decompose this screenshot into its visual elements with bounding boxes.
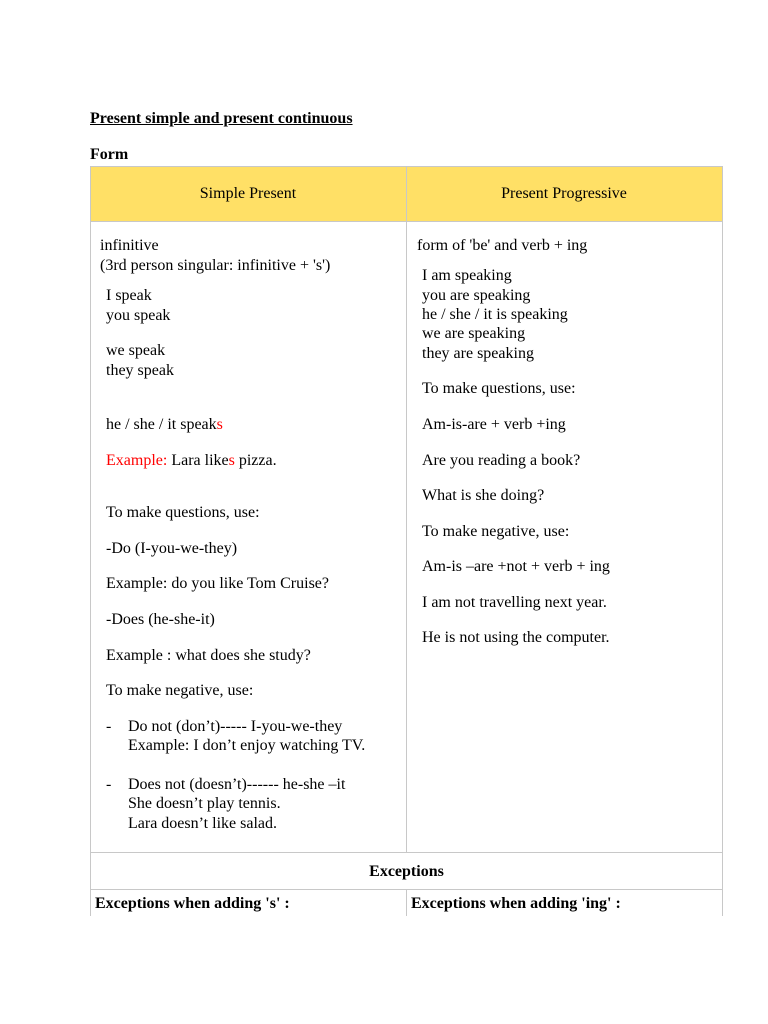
left-we-speak: we speak — [106, 342, 166, 359]
right-question-rule: Am-is-are + verb +ing — [422, 416, 566, 433]
table-border-right — [722, 166, 723, 916]
speaks-suffix: s — [216, 416, 223, 433]
right-negative-heading: To make negative, use: — [422, 523, 570, 540]
speaks-base: he / she / it speak — [106, 416, 217, 433]
left-third-person-note: (3rd person singular: infinitive + 's') — [100, 257, 331, 274]
document-title: Present simple and present continuous — [90, 110, 353, 127]
left-does-not-rule: Does not (doesn’t)------ he-she –it — [128, 776, 346, 793]
table-divider-exceptions — [406, 889, 407, 916]
right-form-of-be: form of 'be' and verb + ing — [417, 237, 588, 254]
section-heading-form: Form — [90, 146, 129, 163]
left-do-not-rule: Do not (don’t)----- I-you-we-they — [128, 718, 343, 735]
right-negative-rule: Am-is –are +not + verb + ing — [422, 558, 610, 575]
right-i-am-speaking: I am speaking — [422, 267, 512, 284]
left-bullet-dash-1: - — [106, 718, 112, 735]
left-do-example: Example: do you like Tom Cruise? — [106, 575, 329, 592]
example-text-a: Lara like — [167, 452, 229, 469]
example-suffix: s — [228, 452, 235, 469]
header-present-progressive: Present Progressive — [501, 185, 627, 202]
right-questions-heading: To make questions, use: — [422, 380, 576, 397]
right-question-example-1: Are you reading a book? — [422, 452, 581, 469]
left-does-example: Example : what does she study? — [106, 647, 311, 664]
table-divider-middle — [406, 166, 407, 853]
right-we-are-speaking: we are speaking — [422, 325, 526, 342]
left-they-speak: they speak — [106, 362, 174, 379]
left-you-speak: you speak — [106, 307, 171, 324]
right-negative-example-1: I am not travelling next year. — [422, 594, 607, 611]
exceptions-adding-ing: Exceptions when adding 'ing' : — [411, 895, 621, 912]
left-do-not-example: Example: I don’t enjoy watching TV. — [128, 737, 366, 754]
left-do-rule: -Do (I-you-we-they) — [106, 540, 238, 557]
left-does-not-example-1: She doesn’t play tennis. — [128, 795, 281, 812]
right-he-she-it-speaking: he / she / it is speaking — [422, 306, 568, 323]
left-questions-heading: To make questions, use: — [106, 504, 260, 521]
table-border-left — [90, 166, 91, 916]
left-infinitive: infinitive — [100, 237, 159, 254]
exceptions-adding-s: Exceptions when adding 's' : — [95, 895, 290, 912]
left-does-rule: -Does (he-she-it) — [106, 611, 215, 628]
right-you-are-speaking: you are speaking — [422, 287, 531, 304]
left-i-speak: I speak — [106, 287, 152, 304]
left-negative-heading: To make negative, use: — [106, 682, 254, 699]
right-question-example-2: What is she doing? — [422, 487, 545, 504]
left-example-lara — [106, 451, 277, 470]
right-they-are-speaking: they are speaking — [422, 345, 534, 362]
right-negative-example-2: He is not using the computer. — [422, 629, 610, 646]
left-bullet-dash-2: - — [106, 776, 112, 793]
exceptions-heading: Exceptions — [369, 863, 444, 880]
example-text-b: pizza. — [234, 452, 277, 469]
example-label: Example: — [106, 452, 168, 469]
left-he-she-it-speaks — [106, 415, 223, 434]
left-does-not-example-2: Lara doesn’t like salad. — [128, 815, 277, 832]
header-simple-present: Simple Present — [199, 185, 297, 202]
